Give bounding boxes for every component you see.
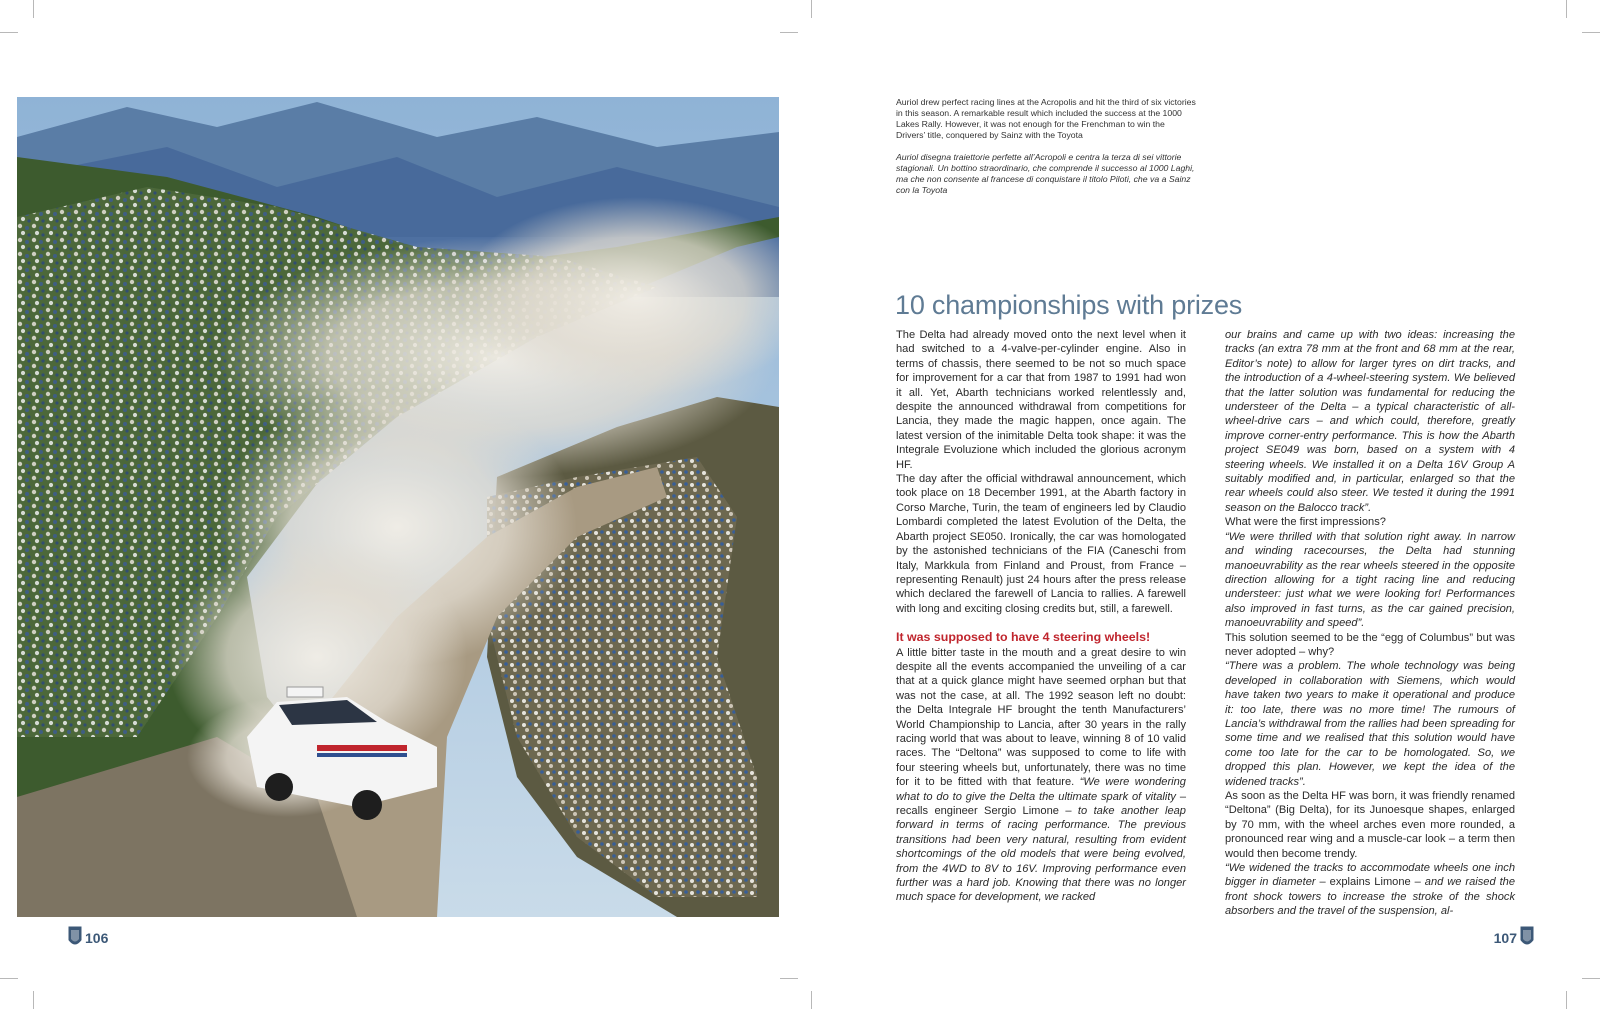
quote-paragraph: “There was a problem. The whole technology was being developed in collaboration with Siemens, which would have taken two years to make it operational and produce it: too late, there was no more time! The rumours of Lancia’s withdrawal from the rallies had been spreading for some time and we realised that this solution would have come too late for the car to be homologated. So, we dropped this plan. However, we kept the idea of the widened tracks”. — [1225, 660, 1515, 788]
page-number: 106 — [85, 930, 109, 946]
quote-paragraph: “We were thrilled with that solution right away. In narrow and winding racecourses, the Delta had stunning manoeuvrability as the rear wheels steered in the opposite direction allowing for a tight racing line and reducing understeer: just what we were looking for! Performances also improved in fast turns, as the car gained precision, manoeuvrability and speed”. — [1225, 530, 1515, 630]
paragraph: The day after the official withdrawal announcement, which took place on 18 December 1991, at the Abarth factory in Corso Marche, Turin, the team of engineers led by Claudio Lombardi completed the latest Evolution of the Delta, the Abarth project SE050. Ironically, the car was homologated by the astonished technicians of the FIA (Caneschi from Italy, Markkula from Finland and Proust, from France – representing Renault) just 24 hours after the press release which declared the farewell of Lancia to rallies. A farewell with long and exciting closing credits but, still, a farewell. — [896, 473, 1186, 615]
interview-question: This solution seemed to be the “egg of Columbus” but was never adopted – why? — [1225, 631, 1515, 658]
page-number: 107 — [1493, 930, 1517, 946]
caption-english: Auriol drew perfect racing lines at the Acropolis and hit the third of six victories in this season. A remarkable result which included the success at the 1000 Lakes Rally. However, it was not enough for the Frenchman to win the Drivers’ title, conquered by Sainz with the Toyota — [896, 97, 1196, 140]
crop-mark — [1566, 0, 1567, 18]
crop-mark — [811, 0, 812, 18]
crop-mark — [1566, 991, 1567, 1009]
quote-run: “We were wondering what to do to give the Delta the ultimate spark of vitality — [896, 776, 1186, 803]
crop-mark — [780, 32, 798, 33]
crop-mark — [0, 978, 18, 979]
page-number-left — [68, 926, 108, 950]
quote-run: to take another leap forward in terms of racing performance. The previous transitions had been very natural, resulting from evident shortcomings of the old models that were being evolved, from the 4WD to 8V to 16V. Improving performance even further was a hard job. Knowing that there was no longer much space for development, we racked — [896, 805, 1186, 904]
lancia-shield-icon — [1520, 926, 1534, 950]
crop-mark — [811, 991, 812, 1009]
article-heading: 10 championships with prizes — [895, 290, 1243, 320]
rally-photo-illustration — [17, 97, 779, 917]
interview-question: What were the first impressions? — [1225, 516, 1386, 529]
text-run: A little bitter taste in the mouth and a great desire to win despite all the events accompanied the unveiling of a car that at a quick glance might have seemed orphan but that was not the case, at all. The 1992 season left no doubt: the Delta Integrale HF brought the tenth Manufacturers’ World Championship to Lancia, after 30 years in the rally racing world that was about to leave, winning 8 of 10 valid races. The “Deltona” was supposed to come to life with four steering wheels but, unfortunately, there was no time for it to be fitted with that feature. — [896, 646, 1186, 789]
paragraph: The Delta had already moved onto the next level when it had switched to a 4-valve-per-cylinder engine. Also in terms of chassis, there seemed to be not so much space for improvement for a car that from 1987 to 1991 had won it all. Yet, Abarth technicians worked relentlessly and, despite the announced withdrawal from competitions for Lancia, they made the magic happen, once again. The latest version of the inimitable Delta took shape: it was the Integrale Evoluzione which included the glorious acronym HF. — [896, 329, 1186, 471]
quote-run: “We widened the tracks to accommodate wheels one inch bigger in diameter — [1225, 862, 1515, 889]
page-number-right — [1494, 926, 1534, 950]
photo-caption — [896, 97, 1196, 196]
lancia-shield-icon — [68, 926, 82, 950]
crop-mark — [780, 978, 798, 979]
text-run: – explains Limone – — [1315, 876, 1425, 889]
text-run: – recalls engineer Sergio Limone – — [896, 790, 1186, 817]
crop-mark — [1582, 32, 1600, 33]
quote-run: and we raised the front shock towers to increase the stroke of the shock absorbers and the travel of the suspension, al- — [1225, 876, 1516, 918]
quote-paragraph: our brains and came up with two ideas: increasing the tracks (an extra 78 mm at the front and 68 mm at the rear, Editor’s note) to allow for larger tyres on dirt tracks, and the introduction of a 4-wheel-steering system. We believed that the latter solution was fundamental for reducing the understeer of the Delta – a typical characteristic of all-wheel-drive cars – and which could, therefore, greatly improve corner-entry performance. This is how the Abarth project SE049 was born, based on a system with 4 steering wheels. We installed it on a Delta 16V Group A suitably modified and, in particular, enlarged so that the rear wheels could also steer. We tested it during the 1991 season on the Balocco track”. — [1225, 329, 1515, 514]
text-column-1 — [896, 328, 1186, 905]
text-column-2 — [1225, 328, 1515, 919]
section-subheading: It was supposed to have 4 steering wheels! — [896, 630, 1151, 645]
crop-mark — [33, 0, 34, 18]
crop-mark — [33, 991, 34, 1009]
paragraph — [896, 646, 1186, 905]
crop-mark — [1582, 978, 1600, 979]
rally-photo — [17, 97, 779, 917]
paragraph: As soon as the Delta HF was born, it was friendly renamed “Deltona” (Big Delta), for its Junoesque shapes, enlarged by 70 mm, with the wheel arches even more rounded, a pronounced rear wing and a muscle-car look – a term then would then become trendy. — [1225, 790, 1515, 860]
crop-mark — [0, 32, 18, 33]
caption-italian: Auriol disegna traiettorie perfette all’Acropoli e centra la terza di sei vittorie stagionali. Un bottino straordinario, che comprende il successo al 1000 Laghi, ma che non consente al francese di conquistare il titolo Piloti, che va a Sainz con la Toyota — [896, 152, 1195, 195]
paragraph — [1225, 861, 1515, 919]
